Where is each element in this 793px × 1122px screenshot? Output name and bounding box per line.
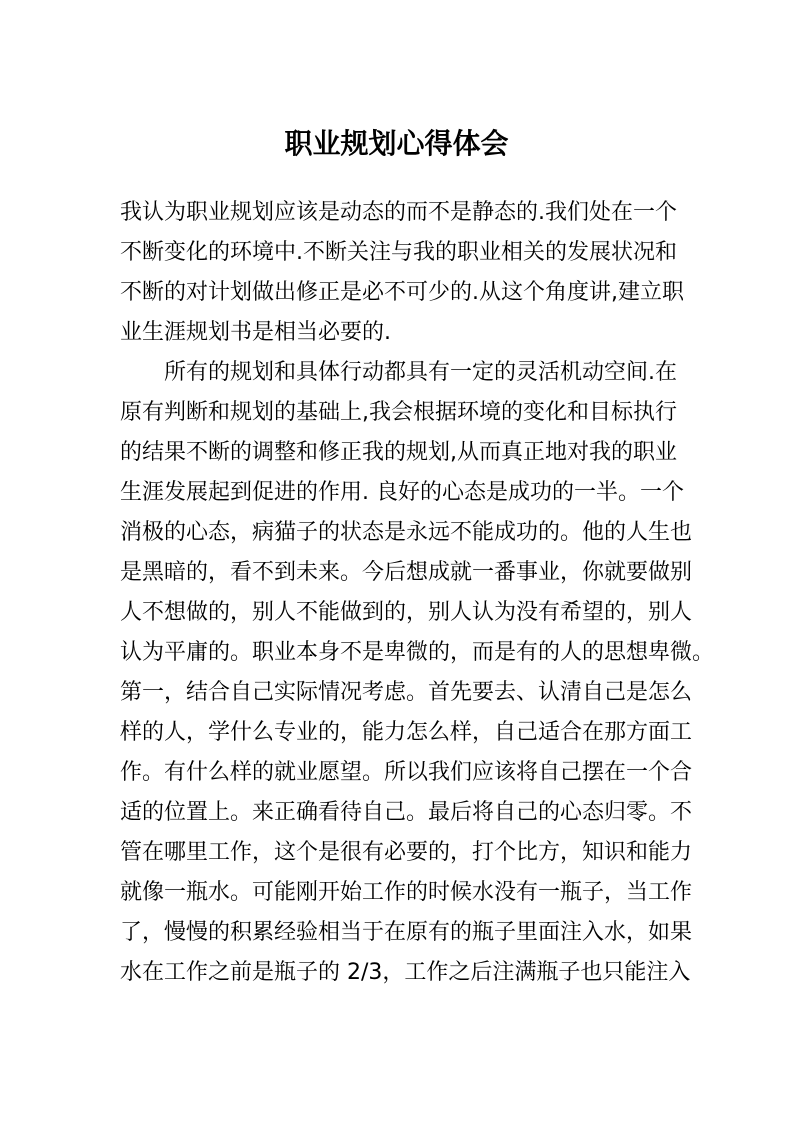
document-title: 职业规划心得体会 [284,127,509,160]
body-line: 了，慢慢的积累经验相当于在原有的瓶子里面注入水，如果 [120,920,693,945]
body-line: 业生涯规划书是相当必要的. [120,320,391,345]
body-line: 我认为职业规划应该是动态的而不是静态的.我们处在一个 [120,200,677,225]
body-line: 人不想做的，别人不能做到的，别人认为没有希望的，别人 [120,600,693,625]
body-line: 原有判断和规划的基础上,我会根据环境的变化和目标执行 [120,400,677,425]
body-line: 的结果不断的调整和修正我的规划,从而真正地对我的职业 [120,440,677,465]
body-line: 生涯发展起到促进的作用. 良好的心态是成功的一半。一个 [120,480,684,505]
body-line: 管在哪里工作，这个是很有必要的，打个比方，知识和能力 [120,840,693,865]
body-line: 认为平庸的。职业本身不是卑微的，而是有的人的思想卑微。 [120,640,715,665]
body-line: 作。有什么样的就业愿望。所以我们应该将自己摆在一个合 [120,760,693,785]
body-line: 是黑暗的，看不到未来。今后想成就一番事业，你就要做别 [120,560,693,585]
body-line-paragraph-start: 所有的规划和具体行动都具有一定的灵活机动空间.在 [164,360,677,385]
body-line: 就像一瓶水。可能刚开始工作的时候水没有一瓶子，当工作 [120,880,693,905]
body-line: 不断的对计划做出修正是必不可少的.从这个角度讲,建立职 [120,280,684,305]
body-line: 第一，结合自己实际情况考虑。首先要去、认清自己是怎么 [120,680,693,705]
body-line: 适的位置上。来正确看待自己。最后将自己的心态归零。不 [120,800,693,825]
body-line: 样的人，学什么专业的，能力怎么样，自己适合在那方面工 [120,720,693,745]
body-line: 消极的心态，病猫子的状态是永远不能成功的。他的人生也 [120,520,693,545]
body-line: 水在工作之前是瓶子的 2/3，工作之后注满瓶子也只能注入 [120,960,691,985]
body-line: 不断变化的环境中.不断关注与我的职业相关的发展状况和 [120,240,677,265]
document-body [120,193,715,993]
